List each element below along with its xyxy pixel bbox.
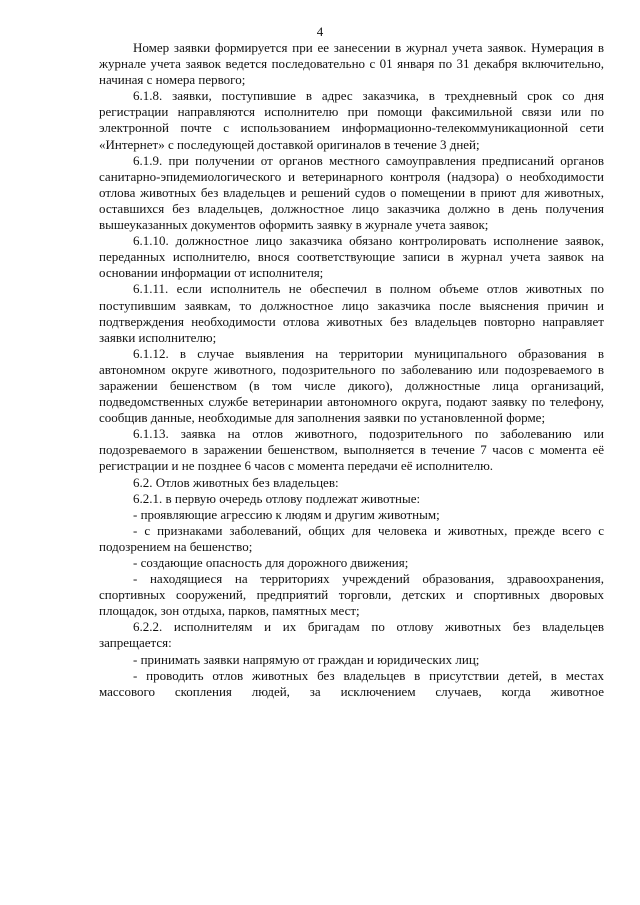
paragraph-6-1-8: 6.1.8. заявки, поступившие в адрес заказчика, в трехдневный срок со дня регистрации направляются исполнителю при помощи факсимильной связи или по электронной почте с использованием информационно-телекоммуникационной сети «Интернет» с последующей доставкой оригиналов в течение 3 дней; (99, 88, 604, 152)
paragraph-6-1-10: 6.1.10. должностное лицо заказчика обязано контролировать исполнение заявок, переданных исполнителю, внося соответствующие записи в журнал учета заявок на основании информации от исполнителя; (99, 233, 604, 281)
paragraph-6-1-9: 6.1.9. при получении от органов местного самоуправления предписаний органов санитарно-эпидемиологического и ветеринарного контроля (надзора) о необходимости отлова животных без владельцев и решений судов о помещении в приют для животных, оставшихся без владельцев, должностное лицо заказчика должно в день получения вышеуказанных документов оформить заявку в журнале учета заявок; (99, 152, 604, 233)
paragraph-6-1-11: 6.1.11. если исполнитель не обеспечил в полном объеме отлов животных по поступившим заявкам, то должностное лицо заказчика после выяснения причин и подтверждения необходимости отлова животных без владельцев повторно направляет заявки исполнителю; (99, 281, 604, 345)
list-item-no-capture-near-children: - проводить отлов животных без владельцев в присутствии детей, в местах массового скопления людей, за исключением случаев, когда животное (99, 667, 604, 699)
document-body (99, 40, 604, 700)
paragraph-application-numbering: Номер заявки формируется при ее занесении в журнал учета заявок. Нумерация в журнале учета заявок ведется последовательно с 01 января по 31 декабря включительно, начиная с номера первого; (99, 40, 604, 88)
paragraph-6-1-12: 6.1.12. в случае выявления на территории муниципального образования в автономном округе животного, подозрительного по заболеванию или подозреваемого в заражении бешенством (в том числе дикого), должностные лица организаций, подведомственных службе ветеринарии автономного округа, подают заявку по телефону, сообщив данные, необходимые для заполнения заявки по установленной форме; (99, 345, 604, 426)
paragraph-6-2-2: 6.2.2. исполнителям и их бригадам по отлову животных без владельцев запрещается: (99, 619, 604, 651)
list-item-aggression: - проявляющие агрессию к людям и другим животным; (133, 506, 440, 522)
list-item-traffic-danger: - создающие опасность для дорожного движения; (133, 555, 409, 570)
list-item-disease-signs: - с признаками заболеваний, общих для человека и животных, прежде всего с подозрением на бешенство; (99, 522, 604, 554)
paragraph-6-1-13: 6.1.13. заявка на отлов животного, подозрительного по заболеванию или подозреваемого в заражении бешенством, выполняется в течение 7 часов с момента её регистрации и не позднее 6 часов с момента передачи её исполнителю. (99, 426, 604, 474)
page-number: 4 (316, 24, 324, 39)
list-item-no-direct-requests: - принимать заявки напрямую от граждан и юридических лиц; (133, 651, 480, 667)
paragraph-6-2-1: 6.2.1. в первую очередь отлову подлежат животные: (133, 490, 421, 506)
paragraph-6-2: 6.2. Отлов животных без владельцев: (133, 474, 339, 490)
list-item-territories: - находящиеся на территориях учреждений образования, здравоохранения, спортивных сооружений, предприятий торговли, детских и спортивных дворовых площадок, зон отдыха, парков, памятных мест; (99, 571, 604, 619)
